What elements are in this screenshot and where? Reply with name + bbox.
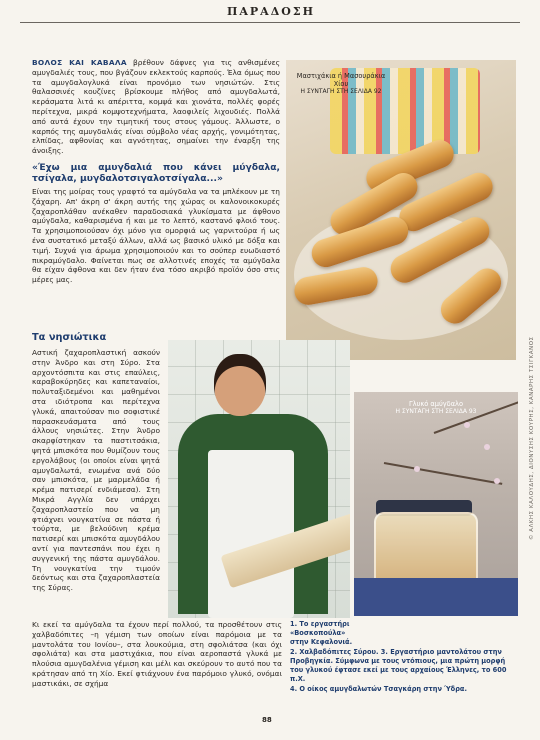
islands-column: Αστική ζαχαροπλαστική ασκούν στην Άνδρο και στη Σύρο. Στα αρχοντόσπιτα και στις επαύλεις, καραβοκύρηδες και καπεταναίοι, πολυταξιδεμένοι και μαθημένοι στα ιδιότροπα και περίτεχνα γλυκά, απαιτούσαν πιο σοφιστικέ παρασκευάσματα από τους άλλους νησιώτες. Στην Άνδρο σκαρφίστηκαν τα παστιτσάκια, ψητά μπισκότα που θυμίζουν τους εργολάβους (οι οποίοι είναι ψητά αμυγδαλωτά, ενωμένα ανά δύο σαν μπισκότα, με μαρμελάδα ή κρέμα πατισερί ενδιάμεσα). Στη Μικρά Αγγλία δεν υπάρχει ζαχαροπλαστείο που να μη φτιάχνει νουγκατίνα σε πάστα ή τούρτα, με βελούδινη κρέμα πατισερί και μπισκότα αμυγδάλου αντί για παντεσπάνι που έχει η συγγενική της πάστα αμυγδάλου. Τη νουγκατίνα την τιμούν δεόντως και στα ζαχαροπλαστεία της Σύρας.	[32, 348, 160, 593]
almond-blossom	[494, 478, 500, 484]
blue-cloth	[354, 578, 518, 616]
caption-1: 1. Το εργαστήρι «Βοσκοπούλα» στην Κεφαλονιά.	[290, 620, 353, 646]
photo-almond-jar	[354, 392, 518, 616]
header-rule	[20, 22, 520, 23]
intro-text: βρέθουν δάφνες για τις ανθισμένες αμυγδαλιές τους, που βγάζουν εκλεκτούς καρπούς. Έλα όμως που τα αμυγδαλογλυκά είναι προνόμιο των νησιώτών. Στις θαλασσινές κουζίνες βρίσκουμε πλήθος από αμυγδαλωτά, κεράσματα λιτά κι απέριττα, κομψά και χιονάτα, πολλές φορές περίτεχνα, μικρά κομψοτεχνήματα, λαοφιλείς λιχουδιές. Πολλά από αυτά έχουν την τιμητική τους στους γάμους. Άλλωστε, ο καρπός της αμυγδαλιάς είναι σύμβολο νέας αρχής, γονιμότητας, ελπίδας, αφθονίας και αγνότητας, σημαίνει την έναρξη της άνοιξης.	[32, 58, 280, 156]
section-title: ΠΑΡΑΔΟΣΗ	[226, 5, 315, 18]
subhead-islands: Τα νησιώτικα	[32, 332, 107, 343]
caption-2: 2. Χαλβαδόπιτες Σύρου. 3. Εργαστήριο μαντολάτου στην Προβηγκία. Σύμφωνα με τους ντόπιους, μια πρώτη μορφή του γλυκού έφτασε εκεί με τους αρχαίους Έλληνες, το 600 π.Χ.	[290, 648, 507, 683]
bottom-column: Κι εκεί τα αμύγδαλα τα έχουν περί πολλού, τα προσθέτουν στις χαλβαδόπιτες –η γέμιση των οποίων είναι παρόμοια με τα μαντολάτα του Ιονίου–, στα λουκούμια, στη σφολιάτσα (και όχι σφολιάτα) και στα μαστιχάκια, που είναι αεροπαστά γλυκά με πλούσια αμυγδαλένια γέμιση και μέλι και σκεύρουν το αυτό που τα κράτησαν από τη Χίο. Εκεί φτιάχνουν ένα παρόμοιο γλυκό, ονόμαι μαστικάκι, σε σχήμα	[32, 620, 282, 688]
photo-captions	[290, 620, 516, 695]
tag-ref: Η ΣΥΝΤΑΓΗ ΣΤΗ ΣΕΛΙΔΑ 92	[300, 88, 382, 95]
almond-blossom	[464, 422, 470, 428]
photo-tag-mastichakia	[296, 72, 386, 96]
apron	[208, 450, 294, 618]
photo-pastry-chef	[168, 340, 350, 618]
caption-3: 4. Ο οίκος αμυγδαλωτών Τσαγκάρη στην Ύδρα.	[290, 685, 467, 693]
intro-paragraph	[32, 58, 280, 156]
intro-lead: ΒΟΛΟΣ ΚΑΙ ΚΑΒΑΛΑ	[32, 58, 127, 67]
body-paragraph-2: Είναι της μοίρας τους γραφτό τα αμύγδαλα να τα μπλέκουν με τη ζάχαρη. Απ' άκρη σ' άκρη αυτής της χώρας οι καλονοικοκυρές ζαχαροπλάθαν ανέκαθεν παραδοσιακά γλυκίσματα με άφθονο αμύγδαλα, καθαρισμένα ή και με το λεπτό, καστανό φλοιό τους. Τα χρησιμοποιούσαν όχι μόνο για ομορφιά ως γαρνιτούρα ή ως ένα συστατικό μεταξύ άλλων, αλλά ως βασικό υλικό με δόξα και τιμή. Συχνά για άρωμα χρησιμοποιούν και το σούπερ ευωδιαστό πικραμύγδαλο. Φαίνεται πως σε αλλοτινές εποχές τα αμύγδαλα θα είχαν άφθονα και δεν ήταν ένα τόσο ακριβό προϊόν όσο στις μέρες μας.	[32, 186, 280, 285]
pullquote: «Έχω μια αμυγδαλιά που κάνει μύγδαλα, τσίγαλα, μυγδαλοτσιγαλοτσίγαλα...»	[32, 161, 280, 184]
almond-blossom	[414, 466, 420, 472]
almond-blossom	[484, 444, 490, 450]
page-number: 88	[262, 716, 272, 724]
tag-title: Μαστιχάκια ή Μασουράκια Χίου	[296, 72, 386, 88]
photo-mastichakia	[286, 60, 516, 360]
photo-credit: © ΑΛΚΗΣ ΚΑΛΟΥΔΗΣ, ΔΙΟΝΥΣΗΣ ΚΟΥΡΗΣ, ΚΑΝΑΡΗΣ ΤΣΙΓΚΑΝΟΣ	[529, 336, 535, 540]
tag-ref: Η ΣΥΝΤΑΓΗ ΣΤΗ ΣΕΛΙΔΑ 93	[395, 408, 477, 415]
tag-title: Γλυκό αμύγδαλο	[409, 400, 463, 408]
photo-tag-almond	[356, 400, 516, 416]
almond-branch	[384, 462, 503, 485]
chef-face	[214, 354, 266, 416]
article-column-top	[32, 58, 280, 289]
